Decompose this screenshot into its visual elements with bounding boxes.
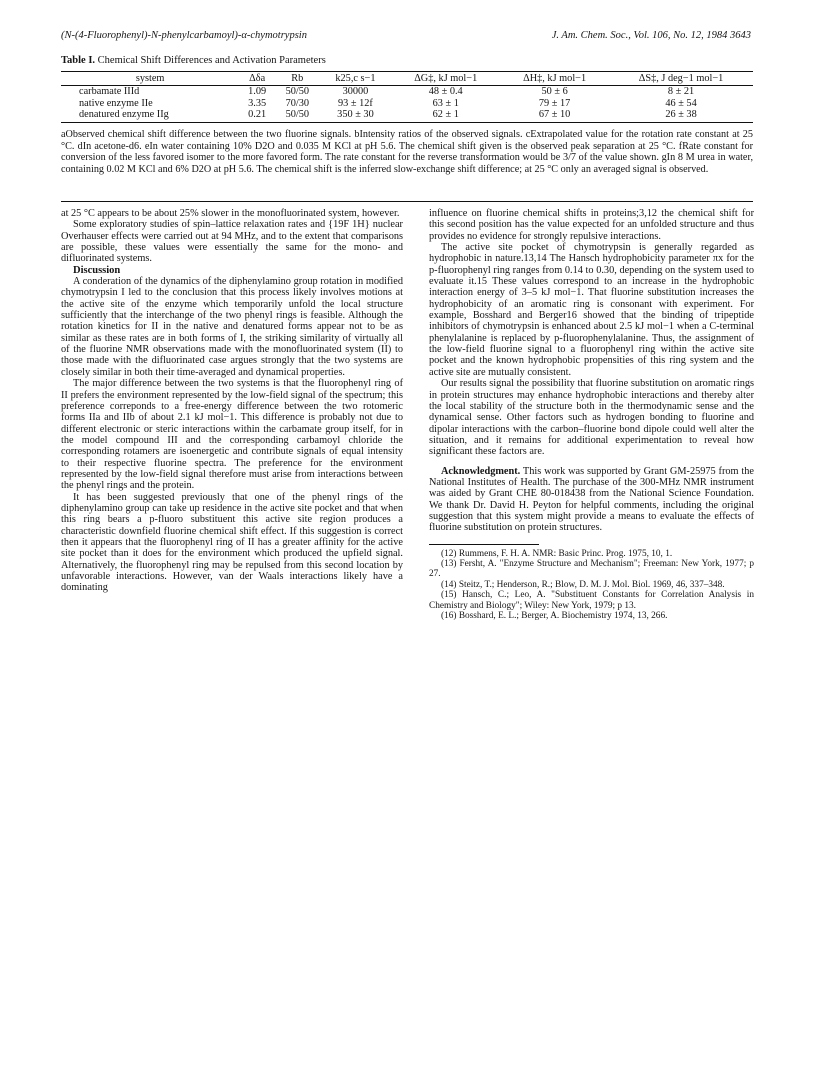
col-header: system — [61, 72, 239, 86]
table-cell: denatured enzyme IIg — [61, 109, 239, 122]
acknowledgment — [429, 466, 754, 534]
table-caption — [61, 55, 326, 66]
table-header-row — [61, 72, 753, 86]
reference-item: (15) Hansch, C.; Leo, A. "Substituent Constants for Correlation Analysis in Chemistry and Biology"; Wiley: New York, 1979; p 13. — [429, 590, 754, 611]
section-heading: Discussion — [73, 264, 121, 276]
table-cell: 48 ± 0.4 — [428, 86, 463, 97]
table-cell: 62 ± 1 — [391, 109, 500, 122]
body-paragraph: influence on fluorine chemical shifts in proteins;3,12 the chemical shift for this second position has the value expected for an unfolded structure and thus provides no evidence for strongly repulsive interactions. — [429, 208, 754, 242]
table-cell: 79 ± 17 — [538, 97, 571, 109]
table-divider — [61, 201, 753, 202]
running-header — [61, 30, 751, 44]
table-cell: 93 ± 12f — [338, 97, 373, 109]
table-row — [61, 98, 753, 110]
body-paragraph: Our results signal the possibility that fluorine substitution on aromatic rings in protein structures may enhance hydrophobic interactions and thereby alter the local stability of the structure both in the thermodynamic sense and the dynamical sense. Other factors such as hydrogen bonding to fluorine and dipolar interactions with the carbon–fluorine bond dipole could well alter the situation, and it remains for additional experimentation to reveal how significant these factors are. — [429, 378, 754, 458]
table-row — [61, 109, 753, 122]
table-cell: 30000 — [342, 86, 369, 97]
table-cell: 0.21 — [239, 109, 275, 122]
col-header: k25,c s−1 — [320, 72, 392, 86]
table-cell: 1.09 — [248, 86, 267, 97]
table-cell: 70/30 — [285, 97, 310, 109]
references — [429, 549, 754, 622]
col-header: ΔH‡, kJ mol−1 — [500, 72, 609, 86]
table-label: Table I. — [61, 55, 96, 66]
data-table — [61, 71, 753, 123]
body-paragraph: Some exploratory studies of spin–lattice relaxation rates and {19F 1H} nuclear Overhauser effects were carried out at 94 MHz, and to the extent that comparisons are possible, these values were essentially the same for the mono- and difluorinated systems. — [61, 219, 403, 265]
reference-item: (12) Rummens, F. H. A. NMR: Basic Princ. Prog. 1975, 10, 1. — [441, 548, 673, 559]
reference-item: (16) Bosshard, E. L.; Berger, A. Biochemistry 1974, 13, 266. — [441, 611, 668, 622]
table-cell: 50/50 — [275, 109, 320, 122]
body-paragraph: at 25 °C appears to be about 25% slower in the monofluorinated system, however. — [61, 208, 400, 219]
col-header: ΔS‡, J deg−1 mol−1 — [609, 72, 753, 86]
body-paragraph: The active site pocket of chymotrypsin is generally regarded as hydrophobic in nature.13,14 The Hansch hydrophobicity parameter πx for the p-fluorophenyl ring ranges from 0.14 to 0.30, depending on the system used to evaluate it.15 These values correspond to an increase in the hydrophobic interaction energy of 3–5 kJ mol−1. That fluorine substitution increases the hydrophobicity of an aromatic ring is consonant with experiment. For example, Bosshard and Berger16 showed that the binding of tripeptide inhibitors of chymotrypsin is enhanced about 2.5 kJ mol−1 when a C-terminal phenylalanine is replaced by p-fluorophenylalanine. Thus, the assignment of the low-field fluorine signal to a fluorophenyl ring within the active site pocket and the known hydrophobic propensities of this ring system and the active site are mutually consistent. — [429, 242, 754, 378]
table-row — [61, 86, 753, 98]
running-title: (N-(4-Fluorophenyl)-N-phenylcarbamoyl)-α-chymotrypsin — [61, 30, 307, 41]
table-cell: 50/50 — [285, 86, 310, 97]
table-title: Chemical Shift Differences and Activation Parameters — [97, 55, 326, 66]
table-footnotes: aObserved chemical shift difference between the two fluorine signals. bIntensity ratios of the observed signals. cExtrapolated value for the rotation rate constant at 25 °C. dIn acetone-d6. eIn water containing 10% D2O and 0.035 M KCl at pH 5.6. The chemical shift given is the observed peak separation at 25 °C. fRate constant for conversion of the less favored isomer to the more favored form. The rate constant for the reverse transformation would be 3/7 of the value shown. gIn 8 M urea in water, containing 0.02 M KCl and 6% D2O at pH 5.6. The chemical shift is the inferred slow-exchange shift difference; at 25 °C only an averaged signal is observed. — [61, 129, 753, 175]
table-cell: 26 ± 38 — [609, 109, 753, 122]
left-column — [61, 208, 403, 594]
body-paragraph: The major difference between the two systems is that the fluorophenyl ring of II prefers the environment represented by the low-field signal of the spectrum; this preference correponds to a free-energy difference between the two rotomeric forms IIa and IIb of about 2.1 kJ mol−1. This difference is probably not due to different electronic or steric interactions within the carbamate group itself, for in the model compound III and the corresponding carbamoyl chloride the corresponding rotamers are isoenergetic and contribute signals of equal intensity to their respective fluorine spectra. The preference for the environment represented by the low-field signal therefore must arise from interactions between the phenyl rings and the protein. — [61, 378, 403, 492]
right-column — [429, 208, 754, 621]
table-cell: 350 ± 30 — [320, 109, 392, 122]
table-cell: carbamate IIId — [79, 86, 140, 97]
col-header: Δδa — [239, 72, 275, 86]
col-header: Rb — [275, 72, 320, 86]
reference-item: (14) Steitz, T.; Henderson, R.; Blow, D. M. J. Mol. Biol. 1969, 46, 337–348. — [441, 579, 725, 590]
spacer — [429, 458, 754, 466]
table-cell: native enzyme IIe — [79, 97, 153, 109]
table-cell: 50 ± 6 — [541, 86, 568, 97]
table-cell: 46 ± 54 — [665, 97, 697, 109]
col-header: ΔG‡, kJ mol−1 — [391, 72, 500, 86]
journal-citation: J. Am. Chem. Soc., Vol. 106, No. 12, 1984 3643 — [551, 30, 751, 41]
table-cell: 3.35 — [248, 97, 267, 109]
reference-item: (13) Fersht, A. "Enzyme Structure and Mechanism"; Freeman: New York, 1977; p 27. — [429, 559, 754, 580]
references-divider — [429, 544, 539, 545]
ack-text: This work was supported by Grant GM-25975 from the National Institutes of Health. The purchase of the 300-MHz NMR instrument was aided by Grant CHE 80-018438 from the National Science Foundation. We thank Dr. David H. Peyton for helpful comments, including the original suggestion that this system might provide a means to evaluate the effects of fluorine substitution on protein structures. — [429, 465, 754, 534]
body-paragraph: It has been suggested previously that one of the phenyl rings of the diphenylamino group can take up residence in the active site pocket and that when this ring bears a p-fluoro substituent this active site region produces a characteristic downfield fluorine chemical shift effect. If this suggestion is correct then it appears that the fluorophenyl ring of II has a greater affinity for the active site pocket than it does for the environment which produced the upfield signal. Alternatively, the fluorophenyl ring may be repulsed from this second location by unfavorable interactions. However, van der Waals interactions likely have a dominating — [61, 491, 403, 594]
table-cell: 63 ± 1 — [432, 97, 459, 109]
table-cell: 8 ± 21 — [667, 86, 695, 97]
ack-label: Acknowledgment. — [441, 465, 521, 477]
table-cell: 67 ± 10 — [500, 109, 609, 122]
body-paragraph: A conderation of the dynamics of the diphenylamino group rotation in modified chymotrypsin I led to the conclusion that this process likely involves motions at the active site of the enzyme which temporarily unfold the local structure sufficiently that the interchange of the two phenyl rings is feasible. Although the rotation kinetics for II in the native and denatured forms appear not to be as similar as these rates are in both forms of I, the striking similarity of virtually all of the fluorine NMR observations made with the monofluorinated system (II) to those made with the difluorinated case argues strongly that the two systems are closely similar in both their time-averaged and dynamical properties. — [61, 276, 403, 378]
